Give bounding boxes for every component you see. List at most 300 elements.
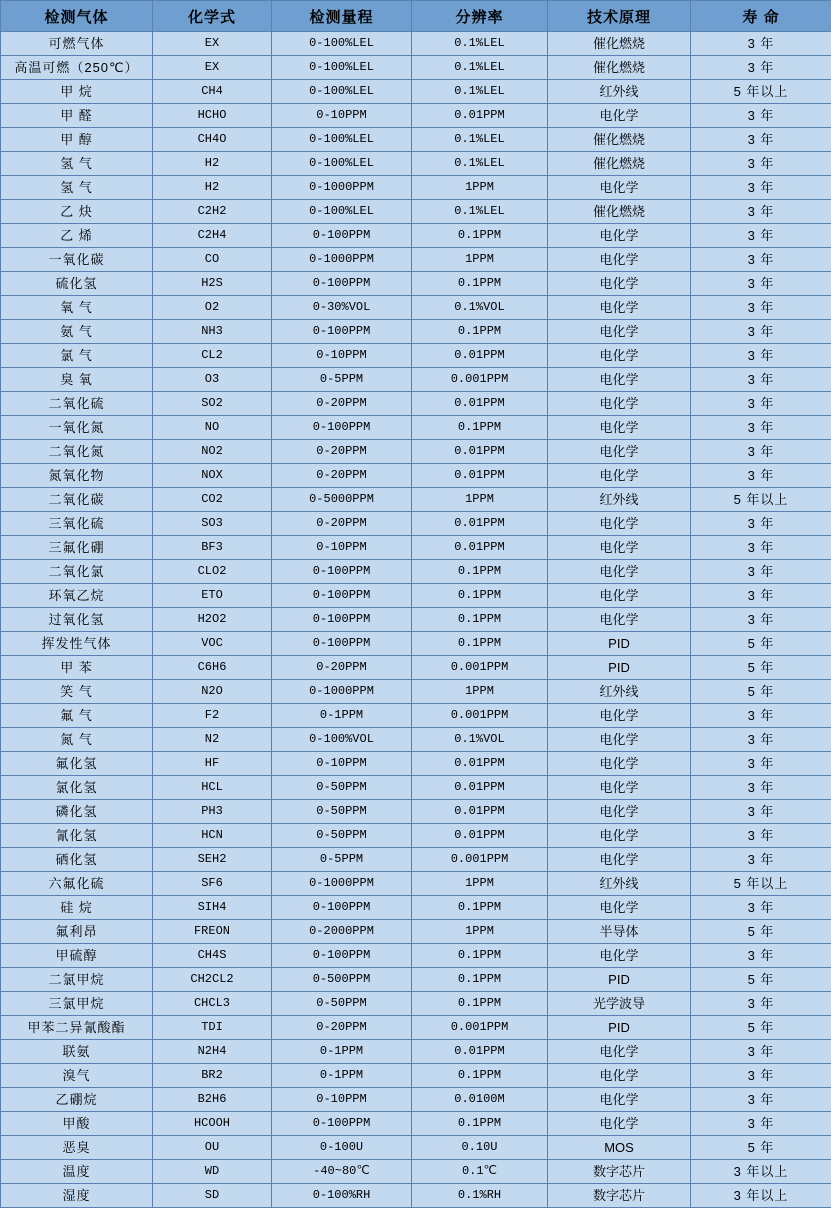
cell-lifetime: 3 年	[691, 896, 831, 920]
cell-principle: 电化学	[548, 296, 691, 320]
cell-principle: 电化学	[548, 728, 691, 752]
cell-resolution: 0.01PPM	[412, 536, 548, 560]
cell-principle: 电化学	[548, 536, 691, 560]
table-row	[1, 344, 831, 368]
cell-range: 0-50PPM	[272, 992, 412, 1016]
cell-principle: 电化学	[548, 440, 691, 464]
cell-range: 0-5000PPM	[272, 488, 412, 512]
cell-range: 0-10PPM	[272, 104, 412, 128]
cell-principle: 光学波导	[548, 992, 691, 1016]
table-row	[1, 1088, 831, 1112]
cell-gas: 氟利昂	[1, 920, 153, 944]
cell-range: 0-20PPM	[272, 440, 412, 464]
cell-resolution: 0.1PPM	[412, 896, 548, 920]
cell-formula: EX	[153, 32, 272, 56]
cell-gas: 乙硼烷	[1, 1088, 153, 1112]
table-row	[1, 1136, 831, 1160]
cell-resolution: 0.01PPM	[412, 344, 548, 368]
table-row	[1, 32, 831, 56]
table-row	[1, 152, 831, 176]
cell-range: 0-100%RH	[272, 1184, 412, 1208]
cell-principle: 电化学	[548, 560, 691, 584]
cell-range: 0-100%VOL	[272, 728, 412, 752]
cell-formula: SO2	[153, 392, 272, 416]
cell-lifetime: 3 年	[691, 800, 831, 824]
cell-lifetime: 3 年	[691, 344, 831, 368]
cell-principle: 红外线	[548, 80, 691, 104]
cell-formula: VOC	[153, 632, 272, 656]
cell-gas: 二氯甲烷	[1, 968, 153, 992]
cell-gas: 高温可燃（250℃）	[1, 56, 153, 80]
cell-principle: 电化学	[548, 320, 691, 344]
cell-range: 0-5PPM	[272, 848, 412, 872]
cell-principle: 电化学	[548, 416, 691, 440]
cell-resolution: 0.01PPM	[412, 104, 548, 128]
cell-range: 0-100%LEL	[272, 152, 412, 176]
cell-lifetime: 5 年以上	[691, 488, 831, 512]
cell-formula: HCL	[153, 776, 272, 800]
table-header-row	[1, 1, 831, 32]
cell-lifetime: 3 年	[691, 608, 831, 632]
table-row	[1, 776, 831, 800]
table-row	[1, 872, 831, 896]
cell-range: 0-100PPM	[272, 272, 412, 296]
cell-gas: 三氧化硫	[1, 512, 153, 536]
table-row	[1, 992, 831, 1016]
cell-lifetime: 5 年	[691, 656, 831, 680]
cell-gas: 一氧化氮	[1, 416, 153, 440]
cell-gas: 硒化氢	[1, 848, 153, 872]
cell-lifetime: 3 年	[691, 272, 831, 296]
cell-formula: H2O2	[153, 608, 272, 632]
table-header	[1, 1, 831, 32]
cell-formula: HF	[153, 752, 272, 776]
cell-range: -40~80℃	[272, 1160, 412, 1184]
cell-formula: O3	[153, 368, 272, 392]
table-row	[1, 920, 831, 944]
cell-range: 0-100PPM	[272, 584, 412, 608]
cell-lifetime: 3 年	[691, 296, 831, 320]
cell-range: 0-100%LEL	[272, 56, 412, 80]
cell-resolution: 0.001PPM	[412, 704, 548, 728]
cell-gas: 一氧化碳	[1, 248, 153, 272]
cell-lifetime: 5 年	[691, 680, 831, 704]
cell-formula: SF6	[153, 872, 272, 896]
cell-range: 0-100PPM	[272, 1112, 412, 1136]
table-row	[1, 416, 831, 440]
cell-gas: 氯化氢	[1, 776, 153, 800]
cell-range: 0-100PPM	[272, 560, 412, 584]
cell-lifetime: 3 年	[691, 32, 831, 56]
table-row	[1, 584, 831, 608]
cell-range: 0-2000PPM	[272, 920, 412, 944]
cell-formula: FREON	[153, 920, 272, 944]
cell-resolution: 1PPM	[412, 488, 548, 512]
cell-range: 0-20PPM	[272, 512, 412, 536]
cell-formula: H2S	[153, 272, 272, 296]
cell-formula: NH3	[153, 320, 272, 344]
cell-range: 0-100%LEL	[272, 200, 412, 224]
cell-formula: N2	[153, 728, 272, 752]
cell-formula: C6H6	[153, 656, 272, 680]
table-row	[1, 464, 831, 488]
table-row	[1, 632, 831, 656]
table-row	[1, 680, 831, 704]
cell-principle: 催化燃烧	[548, 128, 691, 152]
cell-lifetime: 3 年	[691, 392, 831, 416]
cell-principle: 电化学	[548, 848, 691, 872]
cell-resolution: 0.1PPM	[412, 632, 548, 656]
cell-principle: 电化学	[548, 104, 691, 128]
cell-lifetime: 3 年	[691, 224, 831, 248]
cell-lifetime: 3 年	[691, 512, 831, 536]
table-row	[1, 1040, 831, 1064]
cell-principle: MOS	[548, 1136, 691, 1160]
cell-gas: 环氧乙烷	[1, 584, 153, 608]
cell-formula: B2H6	[153, 1088, 272, 1112]
cell-lifetime: 3 年	[691, 728, 831, 752]
cell-formula: BF3	[153, 536, 272, 560]
cell-lifetime: 3 年以上	[691, 1184, 831, 1208]
cell-range: 0-10PPM	[272, 536, 412, 560]
cell-principle: 电化学	[548, 392, 691, 416]
cell-resolution: 0.1PPM	[412, 416, 548, 440]
table-row	[1, 296, 831, 320]
cell-lifetime: 3 年	[691, 536, 831, 560]
cell-principle: 数字芯片	[548, 1184, 691, 1208]
table-row	[1, 224, 831, 248]
cell-gas: 乙 烯	[1, 224, 153, 248]
table-row	[1, 824, 831, 848]
cell-formula: F2	[153, 704, 272, 728]
cell-principle: 电化学	[548, 1112, 691, 1136]
cell-resolution: 0.1℃	[412, 1160, 548, 1184]
cell-resolution: 0.1%LEL	[412, 80, 548, 104]
cell-gas: 甲 醇	[1, 128, 153, 152]
cell-resolution: 1PPM	[412, 920, 548, 944]
cell-lifetime: 3 年	[691, 104, 831, 128]
cell-formula: EX	[153, 56, 272, 80]
table-row	[1, 176, 831, 200]
cell-range: 0-1PPM	[272, 1064, 412, 1088]
table-row	[1, 272, 831, 296]
table-row	[1, 56, 831, 80]
table-row	[1, 512, 831, 536]
cell-gas: 氮氧化物	[1, 464, 153, 488]
cell-formula: CH4	[153, 80, 272, 104]
cell-formula: HCOOH	[153, 1112, 272, 1136]
cell-lifetime: 3 年	[691, 1040, 831, 1064]
cell-lifetime: 3 年	[691, 152, 831, 176]
cell-formula: NO	[153, 416, 272, 440]
table-row	[1, 896, 831, 920]
cell-principle: 催化燃烧	[548, 32, 691, 56]
cell-gas: 甲酸	[1, 1112, 153, 1136]
table-row	[1, 1112, 831, 1136]
table-row	[1, 848, 831, 872]
cell-range: 0-1000PPM	[272, 248, 412, 272]
cell-range: 0-5PPM	[272, 368, 412, 392]
cell-gas: 三氯甲烷	[1, 992, 153, 1016]
cell-resolution: 0.001PPM	[412, 368, 548, 392]
cell-lifetime: 3 年	[691, 560, 831, 584]
cell-range: 0-100PPM	[272, 944, 412, 968]
cell-range: 0-100PPM	[272, 416, 412, 440]
cell-range: 0-20PPM	[272, 1016, 412, 1040]
cell-gas: 氢 气	[1, 152, 153, 176]
cell-lifetime: 3 年	[691, 1112, 831, 1136]
table-row	[1, 104, 831, 128]
cell-principle: 电化学	[548, 1088, 691, 1112]
cell-principle: PID	[548, 968, 691, 992]
cell-gas: 甲硫醇	[1, 944, 153, 968]
cell-lifetime: 3 年	[691, 464, 831, 488]
cell-principle: 电化学	[548, 944, 691, 968]
cell-principle: 电化学	[548, 272, 691, 296]
cell-range: 0-20PPM	[272, 656, 412, 680]
cell-range: 0-100U	[272, 1136, 412, 1160]
cell-gas: 乙 炔	[1, 200, 153, 224]
cell-principle: 电化学	[548, 800, 691, 824]
cell-gas: 甲 烷	[1, 80, 153, 104]
table-row	[1, 1184, 831, 1208]
cell-principle: PID	[548, 656, 691, 680]
cell-principle: 红外线	[548, 680, 691, 704]
table-row	[1, 488, 831, 512]
cell-resolution: 0.1%VOL	[412, 296, 548, 320]
cell-principle: 红外线	[548, 488, 691, 512]
cell-principle: 电化学	[548, 464, 691, 488]
cell-gas: 过氧化氢	[1, 608, 153, 632]
table-row	[1, 728, 831, 752]
cell-resolution: 0.01PPM	[412, 1040, 548, 1064]
cell-range: 0-50PPM	[272, 824, 412, 848]
cell-range: 0-50PPM	[272, 800, 412, 824]
cell-principle: 电化学	[548, 584, 691, 608]
table-row	[1, 1016, 831, 1040]
column-header-gas: 检测气体	[1, 1, 153, 32]
cell-gas: 臭 氧	[1, 368, 153, 392]
cell-gas: 挥发性气体	[1, 632, 153, 656]
cell-formula: CH2CL2	[153, 968, 272, 992]
cell-formula: C2H2	[153, 200, 272, 224]
table-row	[1, 248, 831, 272]
cell-principle: 电化学	[548, 1064, 691, 1088]
cell-formula: CO2	[153, 488, 272, 512]
cell-resolution: 0.1PPM	[412, 968, 548, 992]
cell-gas: 磷化氢	[1, 800, 153, 824]
cell-lifetime: 3 年	[691, 704, 831, 728]
cell-lifetime: 3 年	[691, 416, 831, 440]
cell-formula: CLO2	[153, 560, 272, 584]
cell-formula: H2	[153, 152, 272, 176]
cell-resolution: 0.1PPM	[412, 272, 548, 296]
cell-resolution: 0.1PPM	[412, 1064, 548, 1088]
cell-principle: PID	[548, 1016, 691, 1040]
cell-lifetime: 3 年	[691, 440, 831, 464]
cell-lifetime: 3 年	[691, 944, 831, 968]
cell-resolution: 0.1%LEL	[412, 56, 548, 80]
cell-formula: TDI	[153, 1016, 272, 1040]
cell-lifetime: 3 年	[691, 848, 831, 872]
cell-formula: CH4S	[153, 944, 272, 968]
cell-principle: 电化学	[548, 176, 691, 200]
table-row	[1, 200, 831, 224]
cell-principle: 电化学	[548, 752, 691, 776]
cell-formula: BR2	[153, 1064, 272, 1088]
column-header-resolution: 分辨率	[412, 1, 548, 32]
cell-principle: 催化燃烧	[548, 56, 691, 80]
cell-resolution: 0.1%LEL	[412, 200, 548, 224]
cell-resolution: 0.1PPM	[412, 224, 548, 248]
cell-principle: 数字芯片	[548, 1160, 691, 1184]
cell-resolution: 0.0100M	[412, 1088, 548, 1112]
cell-resolution: 0.1PPM	[412, 608, 548, 632]
cell-resolution: 0.1PPM	[412, 320, 548, 344]
table-row	[1, 368, 831, 392]
column-header-formula: 化学式	[153, 1, 272, 32]
table-row	[1, 800, 831, 824]
cell-principle: 电化学	[548, 776, 691, 800]
cell-gas: 氟化氢	[1, 752, 153, 776]
cell-lifetime: 3 年	[691, 584, 831, 608]
cell-resolution: 0.01PPM	[412, 512, 548, 536]
cell-resolution: 1PPM	[412, 680, 548, 704]
cell-formula: CHCL3	[153, 992, 272, 1016]
cell-gas: 硫化氢	[1, 272, 153, 296]
cell-principle: 电化学	[548, 224, 691, 248]
cell-principle: PID	[548, 632, 691, 656]
cell-formula: CH4O	[153, 128, 272, 152]
cell-lifetime: 3 年	[691, 824, 831, 848]
table-row	[1, 392, 831, 416]
cell-resolution: 0.01PPM	[412, 752, 548, 776]
table-body	[1, 32, 831, 1208]
cell-range: 0-10PPM	[272, 1088, 412, 1112]
cell-resolution: 1PPM	[412, 176, 548, 200]
cell-resolution: 0.1PPM	[412, 992, 548, 1016]
table-row	[1, 752, 831, 776]
cell-lifetime: 3 年	[691, 752, 831, 776]
cell-range: 0-10PPM	[272, 344, 412, 368]
cell-principle: 电化学	[548, 368, 691, 392]
cell-gas: 二氧化氮	[1, 440, 153, 464]
cell-resolution: 0.001PPM	[412, 848, 548, 872]
cell-lifetime: 3 年	[691, 992, 831, 1016]
cell-resolution: 1PPM	[412, 248, 548, 272]
cell-formula: N2O	[153, 680, 272, 704]
cell-range: 0-50PPM	[272, 776, 412, 800]
cell-principle: 红外线	[548, 872, 691, 896]
cell-formula: ETO	[153, 584, 272, 608]
cell-resolution: 0.01PPM	[412, 464, 548, 488]
cell-gas: 氧 气	[1, 296, 153, 320]
cell-resolution: 0.1%LEL	[412, 152, 548, 176]
cell-range: 0-1000PPM	[272, 176, 412, 200]
cell-gas: 甲苯二异氰酸酯	[1, 1016, 153, 1040]
cell-gas: 溴气	[1, 1064, 153, 1088]
table-row	[1, 80, 831, 104]
cell-range: 0-100%LEL	[272, 128, 412, 152]
table-row	[1, 128, 831, 152]
cell-resolution: 0.1%LEL	[412, 32, 548, 56]
cell-range: 0-1000PPM	[272, 872, 412, 896]
cell-principle: 催化燃烧	[548, 200, 691, 224]
cell-range: 0-20PPM	[272, 464, 412, 488]
cell-formula: SIH4	[153, 896, 272, 920]
cell-gas: 六氟化硫	[1, 872, 153, 896]
cell-lifetime: 3 年	[691, 368, 831, 392]
cell-resolution: 0.1PPM	[412, 584, 548, 608]
cell-formula: H2	[153, 176, 272, 200]
cell-gas: 二氧化碳	[1, 488, 153, 512]
table-row	[1, 608, 831, 632]
cell-gas: 甲 苯	[1, 656, 153, 680]
cell-range: 0-1000PPM	[272, 680, 412, 704]
cell-principle: 催化燃烧	[548, 152, 691, 176]
cell-gas: 可燃气体	[1, 32, 153, 56]
cell-lifetime: 5 年以上	[691, 872, 831, 896]
cell-gas: 笑 气	[1, 680, 153, 704]
cell-formula: HCHO	[153, 104, 272, 128]
table-row	[1, 320, 831, 344]
cell-range: 0-100PPM	[272, 224, 412, 248]
cell-formula: CL2	[153, 344, 272, 368]
cell-formula: HCN	[153, 824, 272, 848]
cell-formula: O2	[153, 296, 272, 320]
cell-resolution: 0.01PPM	[412, 776, 548, 800]
cell-formula: NOX	[153, 464, 272, 488]
table-row	[1, 560, 831, 584]
cell-lifetime: 5 年	[691, 1136, 831, 1160]
cell-resolution: 0.1PPM	[412, 560, 548, 584]
cell-lifetime: 3 年	[691, 176, 831, 200]
cell-range: 0-100PPM	[272, 896, 412, 920]
cell-lifetime: 3 年	[691, 320, 831, 344]
cell-formula: C2H4	[153, 224, 272, 248]
table-row	[1, 1064, 831, 1088]
cell-principle: 电化学	[548, 608, 691, 632]
cell-gas: 氟 气	[1, 704, 153, 728]
cell-range: 0-100%LEL	[272, 32, 412, 56]
column-header-lifetime: 寿 命	[691, 1, 831, 32]
table-row	[1, 968, 831, 992]
cell-range: 0-30%VOL	[272, 296, 412, 320]
cell-gas: 氰化氢	[1, 824, 153, 848]
cell-principle: 电化学	[548, 344, 691, 368]
cell-resolution: 0.1%VOL	[412, 728, 548, 752]
cell-lifetime: 3 年	[691, 776, 831, 800]
cell-lifetime: 3 年	[691, 248, 831, 272]
cell-lifetime: 3 年	[691, 1088, 831, 1112]
cell-gas: 联氨	[1, 1040, 153, 1064]
cell-formula: SEH2	[153, 848, 272, 872]
cell-principle: 电化学	[548, 896, 691, 920]
cell-principle: 电化学	[548, 512, 691, 536]
table-row	[1, 944, 831, 968]
cell-lifetime: 3 年	[691, 56, 831, 80]
cell-principle: 电化学	[548, 704, 691, 728]
cell-resolution: 0.10U	[412, 1136, 548, 1160]
cell-resolution: 0.001PPM	[412, 656, 548, 680]
cell-principle: 电化学	[548, 824, 691, 848]
cell-formula: SO3	[153, 512, 272, 536]
cell-range: 0-100%LEL	[272, 80, 412, 104]
cell-range: 0-100PPM	[272, 632, 412, 656]
cell-resolution: 0.1PPM	[412, 944, 548, 968]
cell-resolution: 0.01PPM	[412, 440, 548, 464]
cell-lifetime: 5 年以上	[691, 80, 831, 104]
